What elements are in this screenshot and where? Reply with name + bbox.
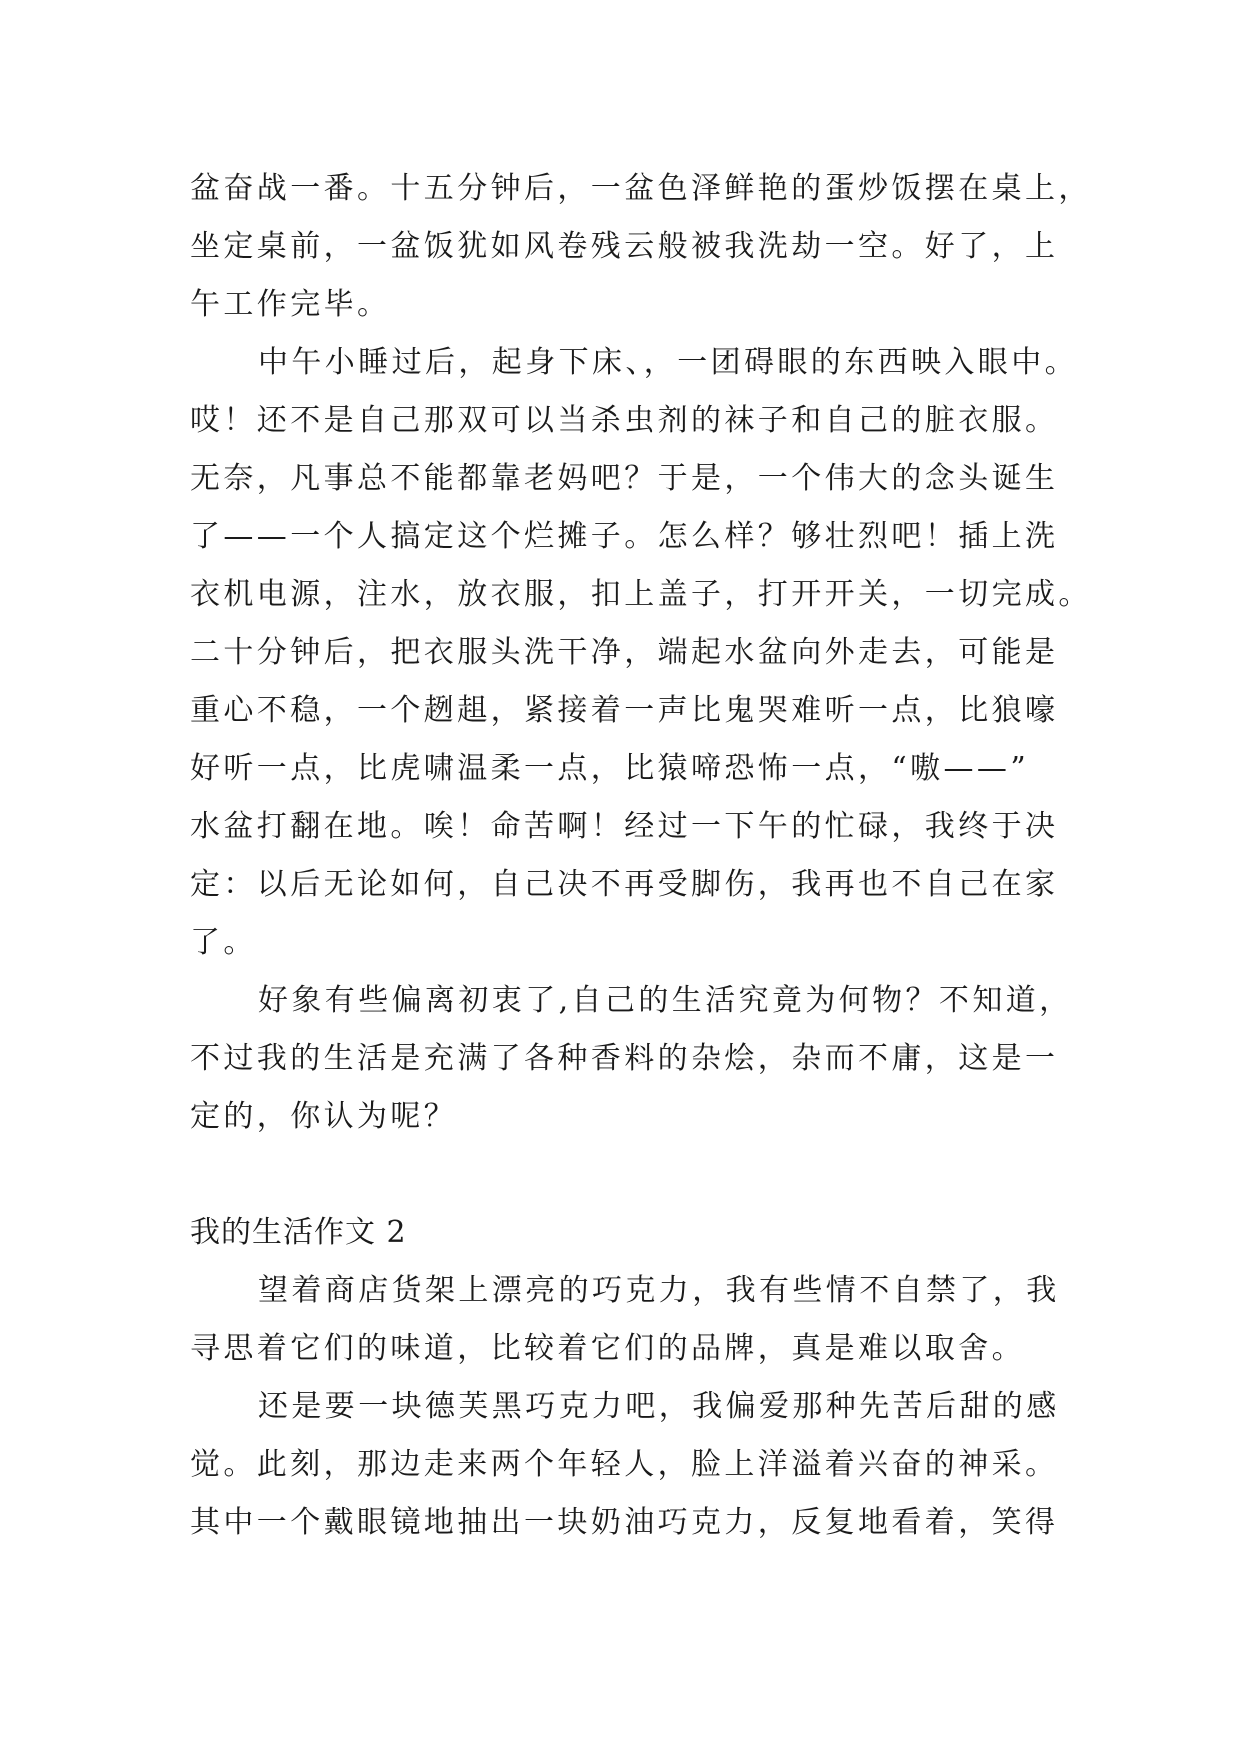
text-line: 了——一个人搞定这个烂摊子。怎么样？够壮烈吧！插上洗: [190, 519, 1059, 554]
text-line: 好象有些偏离初衷了,自己的生活究竟为何物？不知道，: [258, 983, 1073, 1018]
text-line: 好听一点，比虎啸温柔一点，比猿啼恐怖一点，“嗷——”: [190, 751, 1030, 786]
text-line: 午工作完毕。: [190, 287, 391, 322]
paragraph-chocolate-1: [190, 1262, 1060, 1378]
text-line: 定的，你认为呢？: [190, 1099, 458, 1134]
text-line: 还是要一块德芙黑巧克力吧，我偏爱那种先苦后甜的感: [258, 1389, 1060, 1424]
paragraph-conclusion: [190, 972, 1073, 1146]
text-line: 衣机电源，注水，放衣服，扣上盖子，打开开关，一切完成。: [190, 577, 1092, 612]
text-line: 望着商店货架上漂亮的巧克力，我有些情不自禁了，我: [258, 1273, 1060, 1308]
text-line: 二十分钟后，把衣服头洗干净，端起水盆向外走去，可能是: [190, 635, 1059, 670]
text-line: 坐定桌前，一盆饭犹如风卷残云般被我洗劫一空。好了，上: [190, 229, 1059, 264]
paragraph-afternoon: [190, 334, 1092, 972]
text-line: 定：以后无论如何，自己决不再受脚伤，我再也不自己在家: [190, 867, 1059, 902]
text-line: 无奈，凡事总不能都靠老妈吧？于是，一个伟大的念头诞生: [190, 461, 1059, 496]
section-gap: [190, 1146, 1050, 1204]
text-line: 寻思着它们的味道，比较着它们的品牌，真是难以取舍。: [190, 1331, 1025, 1366]
text-line: 了。: [190, 925, 257, 960]
text-line: 觉。此刻，那边走来两个年轻人，脸上洋溢着兴奋的神采。: [190, 1447, 1059, 1482]
paragraph-continued: [190, 160, 1092, 334]
text-line: 重心不稳，一个趔趄，紧接着一声比鬼哭难听一点，比狼嚎: [190, 693, 1059, 728]
text-line: 不过我的生活是充满了各种香料的杂烩，杂而不庸，这是一: [190, 1041, 1059, 1076]
paragraph-chocolate-2: [190, 1378, 1060, 1552]
text-line: 其中一个戴眼镜地抽出一块奶油巧克力，反复地看着，笑得: [190, 1505, 1059, 1540]
text-line: 水盆打翻在地。唉！命苦啊！经过一下午的忙碌，我终于决: [190, 809, 1059, 844]
text-line: 盆奋战一番。十五分钟后，一盆色泽鲜艳的蛋炒饭摆在桌上，: [190, 171, 1092, 206]
text-line: 哎！还不是自己那双可以当杀虫剂的袜子和自己的脏衣服。: [190, 403, 1059, 438]
document-page: [190, 160, 1092, 1552]
text-line: 中午小睡过后，起身下床、，一团碍眼的东西映入眼中。: [258, 345, 1078, 380]
section-title: 我的生活作文 2: [190, 1215, 407, 1250]
